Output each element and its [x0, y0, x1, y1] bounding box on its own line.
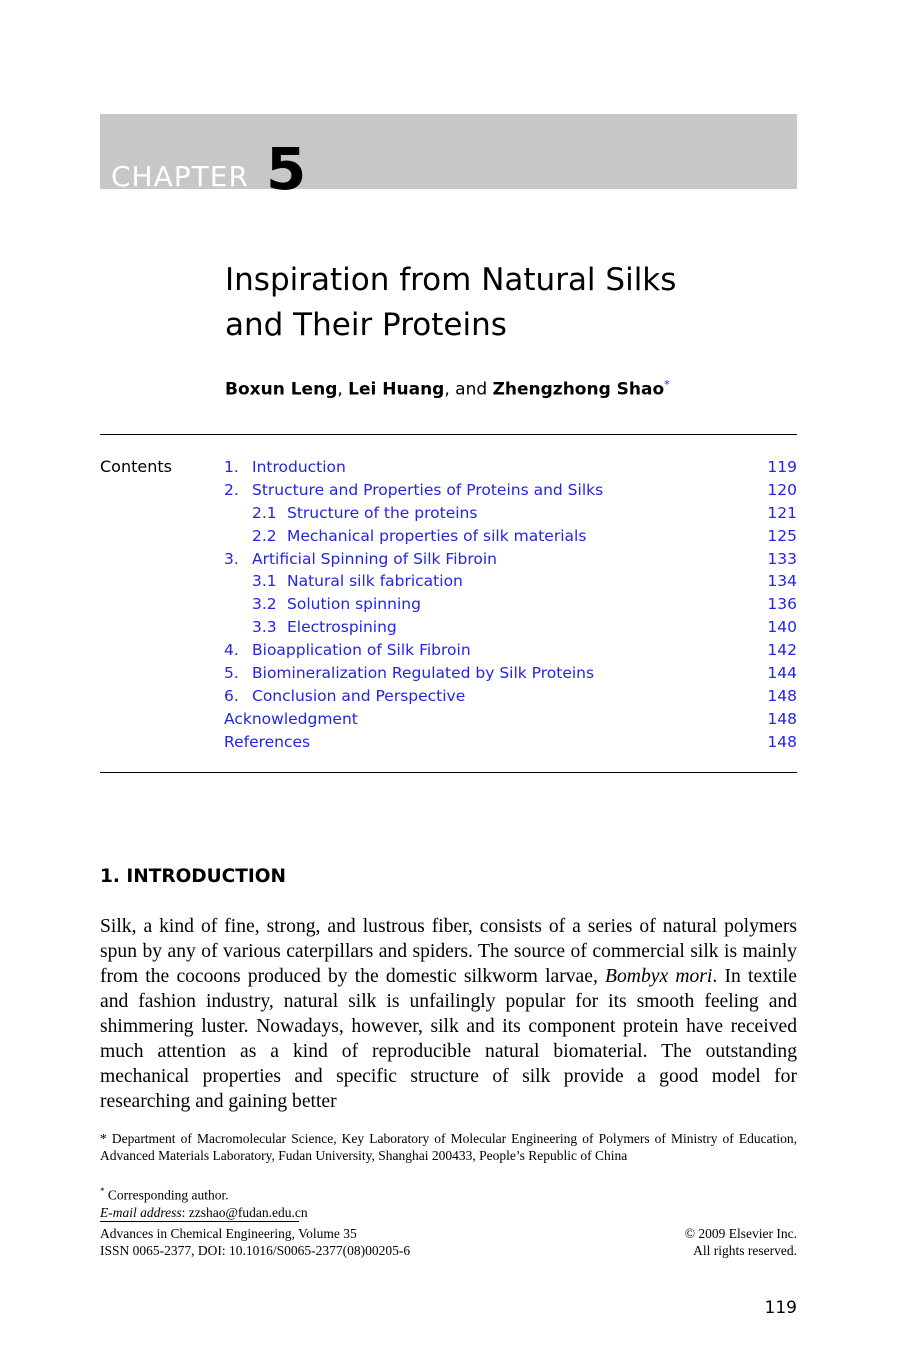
- toc-entry[interactable]: [224, 593, 797, 616]
- contents-top-rule: [100, 434, 797, 435]
- toc-entry[interactable]: [224, 662, 797, 685]
- corresponding-footnote-marker: *: [100, 1186, 105, 1196]
- toc-entry-page[interactable]: 140: [767, 618, 797, 637]
- toc-entry[interactable]: [224, 456, 797, 479]
- contents-bottom-rule: [100, 772, 797, 773]
- title-line-2: and Their Proteins: [225, 307, 507, 343]
- author-list: Boxun Leng, Lei Huang, and Zhengzhong Shao*: [225, 378, 670, 400]
- toc-entry[interactable]: [224, 479, 797, 502]
- toc-entry-label[interactable]: Mechanical properties of silk materials: [287, 526, 587, 545]
- toc-entry-label[interactable]: References: [224, 732, 311, 751]
- body-text-part-1: Silk, a kind of fine, strong, and lustrous fiber, consists of a series of natural polymers spun by any of various caterpillars and spiders. The source of commercial silk is mainly from the cocoons produced by the domestic silkworm larvae,: [100, 916, 797, 987]
- toc-entry-page[interactable]: 136: [767, 595, 797, 614]
- toc-entry-page[interactable]: 119: [767, 458, 797, 476]
- chapter-label: CHAPTER: [111, 160, 249, 193]
- toc-entry-page[interactable]: 144: [767, 664, 797, 683]
- toc-entry-number: 2.: [224, 480, 239, 499]
- toc-entry-number: 1.: [224, 458, 239, 476]
- copyright-line-1: © 2009 Elsevier Inc.: [684, 1226, 797, 1241]
- toc-entry-label[interactable]: Bioapplication of Silk Fibroin: [252, 641, 471, 660]
- species-name: Bombyx mori: [605, 966, 713, 987]
- toc-entry-number: 3.2: [252, 595, 277, 614]
- author-3: Zhengzhong Shao: [492, 379, 665, 400]
- toc-entry-label[interactable]: Conclusion and Perspective: [252, 686, 466, 705]
- toc-entry-number: 2.2: [252, 526, 277, 545]
- toc-entry-label[interactable]: Solution spinning: [287, 595, 421, 614]
- corresponding-author-label: Corresponding author.: [104, 1187, 229, 1203]
- toc-entry[interactable]: [224, 616, 797, 639]
- toc-entry-page[interactable]: 134: [767, 572, 797, 591]
- toc-entry-page[interactable]: 142: [767, 641, 797, 660]
- toc-entry-page[interactable]: 121: [767, 503, 797, 522]
- toc-entry-number: 4.: [224, 641, 239, 660]
- table-of-contents: [224, 456, 797, 754]
- footnote-rule: [100, 1221, 299, 1222]
- toc-entry-page[interactable]: 125: [767, 526, 797, 545]
- toc-entry[interactable]: [224, 525, 797, 548]
- toc-entry-page[interactable]: 148: [767, 732, 797, 751]
- toc-entry[interactable]: [224, 570, 797, 593]
- body-text-part-2: . In textile and fashion industry, natural silk is unfailingly popular for its smooth feeling and shimmering luster. Nowadays, however, silk and its component protein have received much attention as a kind of reproducible natural biomaterial. The outstanding mechanical properties and specific structure of silk provide a good model for researching and gaining better: [100, 966, 797, 1112]
- title-line-1: Inspiration from Natural Silks: [225, 262, 677, 298]
- toc-entry-label[interactable]: Artificial Spinning of Silk Fibroin: [252, 549, 498, 568]
- copyright-line-2: All rights reserved.: [693, 1243, 797, 1258]
- toc-entry[interactable]: [224, 502, 797, 525]
- toc-entry-number: 3.3: [252, 618, 277, 637]
- email-address[interactable]: : zzshao@fudan.edu.cn: [181, 1204, 308, 1220]
- journal-info: [100, 1225, 410, 1259]
- toc-entry-number: 5.: [224, 664, 239, 683]
- corresponding-footnote: [100, 1183, 308, 1221]
- toc-entry[interactable]: [224, 685, 797, 708]
- toc-entry-label[interactable]: Electrospining: [287, 618, 397, 637]
- author-2: Lei Huang: [348, 379, 445, 400]
- toc-entry-number: 6.: [224, 686, 239, 705]
- toc-entry-number: 2.1: [252, 503, 277, 522]
- corresponding-marker[interactable]: *: [664, 378, 670, 391]
- toc-entry[interactable]: [224, 639, 797, 662]
- chapter-title: [225, 258, 785, 348]
- toc-entry-label[interactable]: Biomineralization Regulated by Silk Proteins: [252, 664, 595, 683]
- toc-entry-label[interactable]: Introduction: [252, 458, 346, 476]
- toc-entry-page[interactable]: 148: [767, 686, 797, 705]
- section-heading: 1. INTRODUCTION: [100, 866, 286, 887]
- copyright-info: [600, 1225, 797, 1259]
- journal-line-2: ISSN 0065-2377, DOI: 10.1016/S0065-2377(08)00205-6: [100, 1243, 411, 1258]
- toc-entry-label[interactable]: Structure of the proteins: [287, 503, 478, 522]
- affiliation-footnote: * Department of Macromolecular Science, Key Laboratory of Molecular Engineering of Polymers of Ministry of Education, Advanced Materials Laboratory, Fudan University, Shanghai 200433, People’s Republic of China: [100, 1131, 797, 1163]
- toc-entry-label[interactable]: Acknowledgment: [224, 709, 358, 728]
- toc-entry-page[interactable]: 120: [767, 480, 797, 499]
- body-paragraph: [100, 914, 797, 1114]
- toc-entry[interactable]: [224, 731, 797, 754]
- toc-entry[interactable]: [224, 548, 797, 571]
- toc-entry-label[interactable]: Natural silk fabrication: [287, 572, 463, 591]
- toc-entry-number: 3.: [224, 549, 239, 568]
- author-conjunction: and: [455, 379, 488, 400]
- contents-label: Contents: [100, 457, 172, 476]
- toc-entry[interactable]: [224, 708, 797, 731]
- email-label: E-mail address: [100, 1204, 182, 1220]
- toc-entry-page[interactable]: 148: [767, 709, 797, 728]
- page-number: 119: [764, 1298, 797, 1318]
- chapter-number: 5: [266, 135, 307, 203]
- toc-entry-page[interactable]: 133: [767, 549, 797, 568]
- toc-entry-label[interactable]: Structure and Properties of Proteins and Silks: [252, 480, 604, 499]
- author-1: Boxun Leng: [225, 379, 338, 400]
- toc-entry-number: 3.1: [252, 572, 277, 591]
- journal-line-1: Advances in Chemical Engineering, Volume 35: [100, 1226, 357, 1241]
